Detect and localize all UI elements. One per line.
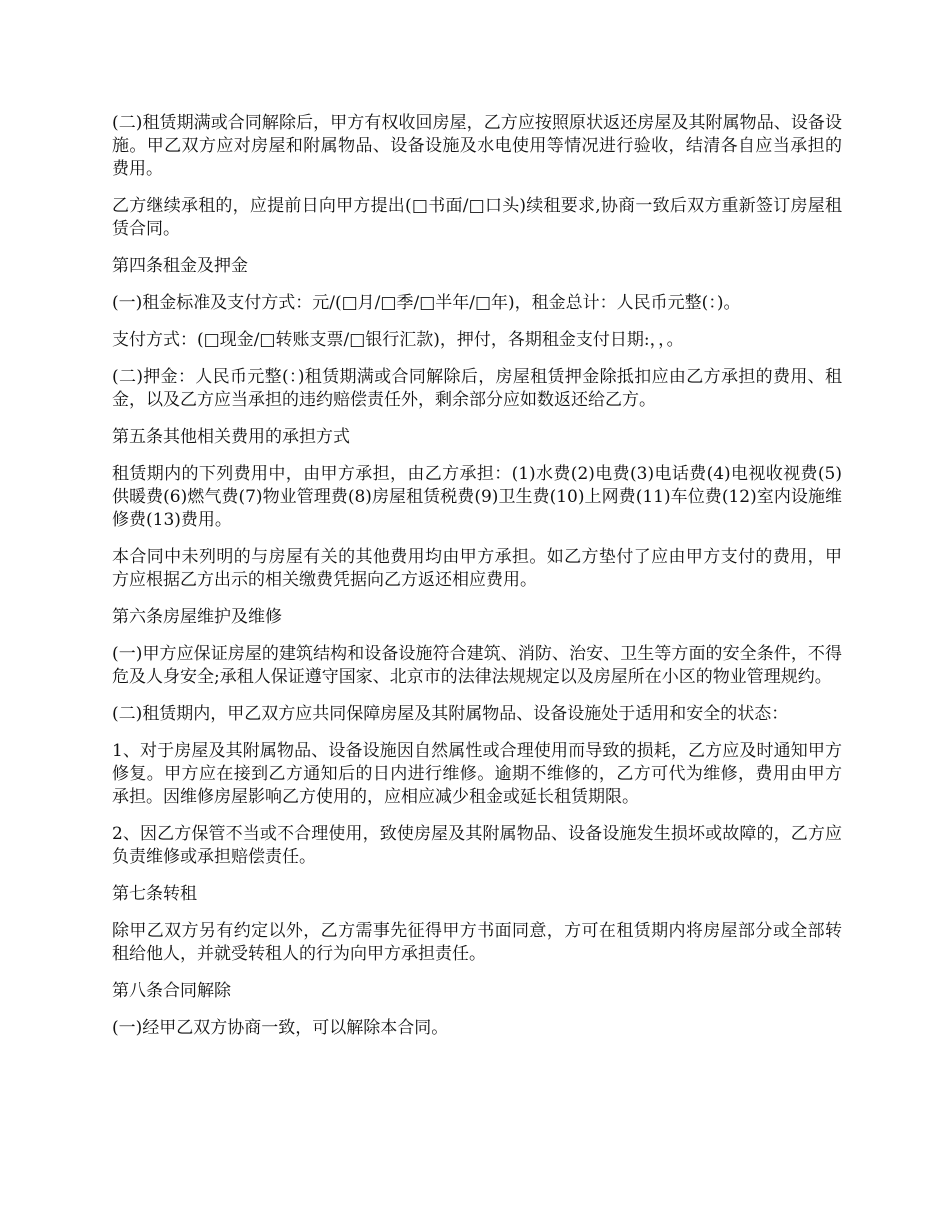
paragraph-sublease: 除甲乙双方另有约定以外，乙方需事先征得甲方书面同意，方可在租赁期内将房屋部分或全部转租给他人，并就受转租人的行为向甲方承担责任。 bbox=[112, 921, 842, 964]
heading-article-4: 第四条租金及押金 bbox=[112, 256, 248, 276]
paragraph-other-fees: 本合同中未列明的与房屋有关的其他费用均由甲方承担。如乙方垫付了应由甲方支付的费用，甲方应根据乙方出示的相关缴费凭据向乙方返还相应费用。 bbox=[112, 547, 842, 590]
paragraph-repair-item-1: 1、对于房屋及其附属物品、设备设施因自然属性或合理使用而导致的损耗，乙方应及时通知甲方修复。甲方应在接到乙方通知后的日内进行维修。逾期不维修的，乙方可代为维修，费用由甲方承担。因维修房屋影响乙方使用的，应相应减少租金或延长租赁期限。 bbox=[112, 741, 842, 807]
paragraph-payment-method: 支付方式：(□现金/□转账支票/□银行汇款)，押付，各期租金支付日期:，，。 bbox=[112, 330, 684, 350]
paragraph-fees-list: 租赁期内的下列费用中，由甲方承担，由乙方承担：(1)水费(2)电费(3)电话费(4)电视收视费(5)供暖费(6)燃气费(7)物业管理费(8)房屋租赁税费(9)卫生费(10)上网费(11)车位费(12)室内设施维修费(13)费用。 bbox=[112, 464, 842, 530]
heading-article-5: 第五条其他相关费用的承担方式 bbox=[112, 427, 350, 447]
document-page bbox=[112, 112, 842, 1054]
paragraph-safety-guarantee: (一)甲方应保证房屋的建筑结构和设备设施符合建筑、消防、治安、卫生等方面的安全条件，不得危及人身安全;承租人保证遵守国家、北京市的法律法规规定以及房屋所在小区的物业管理规约。 bbox=[112, 644, 842, 687]
heading-article-6: 第六条房屋维护及维修 bbox=[112, 607, 282, 627]
heading-article-7: 第七条转租 bbox=[112, 884, 197, 904]
paragraph-deposit: (二)押金：人民币元整(：)租赁期满或合同解除后，房屋租赁押金除抵扣应由乙方承担的费用、租金，以及乙方应当承担的违约赔偿责任外，剩余部分应如数返还给乙方。 bbox=[112, 367, 842, 410]
paragraph-renewal: 乙方继续承租的，应提前日向甲方提出(□书面/□口头)续租要求,协商一致后双方重新签订房屋租赁合同。 bbox=[112, 196, 842, 239]
paragraph-lease-end-return: (二)租赁期满或合同解除后，甲方有权收回房屋，乙方应按照原状返还房屋及其附属物品、设备设施。甲乙双方应对房屋和附属物品、设备设施及水电使用等情况进行验收，结清各自应当承担的费用。 bbox=[112, 113, 842, 179]
paragraph-joint-maintenance: (二)租赁期内，甲乙双方应共同保障房屋及其附属物品、设备设施处于适用和安全的状态： bbox=[112, 704, 789, 724]
paragraph-rent-standard: (一)租金标准及支付方式：元/(□月/□季/□半年/□年)，租金总计：人民币元整(：)。 bbox=[112, 293, 741, 313]
heading-article-8: 第八条合同解除 bbox=[112, 981, 231, 1001]
paragraph-termination-1: (一)经甲乙双方协商一致，可以解除本合同。 bbox=[112, 1018, 449, 1038]
paragraph-repair-item-2: 2、因乙方保管不当或不合理使用，致使房屋及其附属物品、设备设施发生损坏或故障的，乙方应负责维修或承担赔偿责任。 bbox=[112, 824, 842, 867]
